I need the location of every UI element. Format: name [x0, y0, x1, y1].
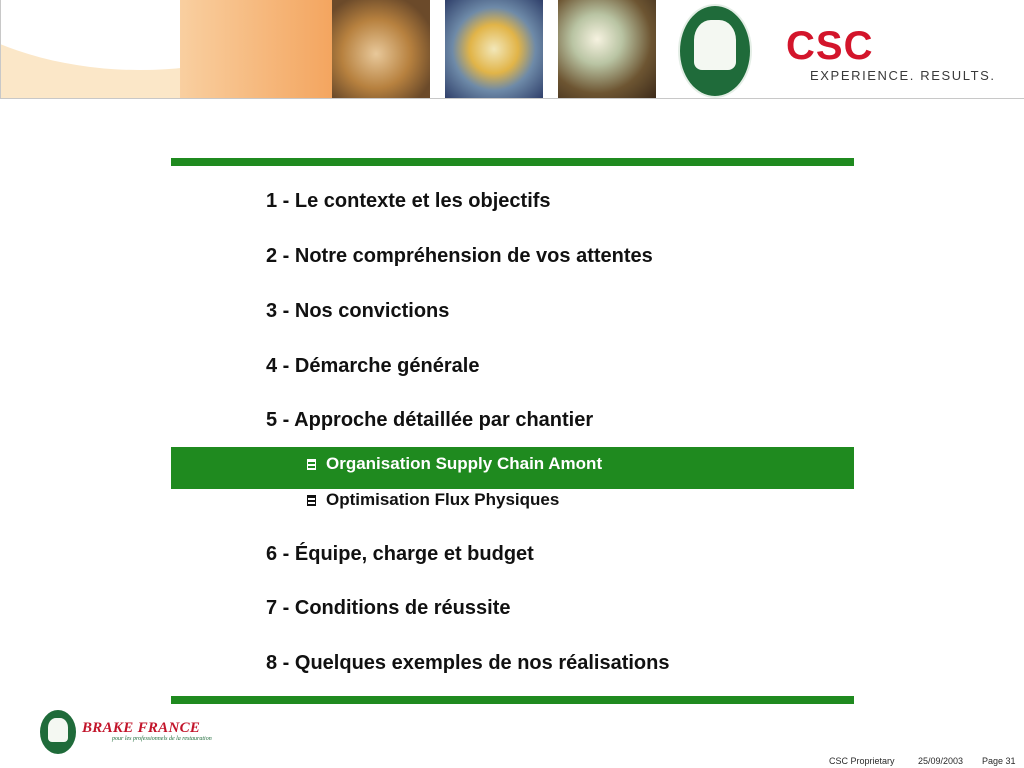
agenda-subitem-supply-chain — [307, 454, 602, 474]
header-divider — [0, 98, 1024, 99]
food-photo-3 — [558, 0, 656, 98]
agenda-item-2: 2 - Notre compréhension de vos attentes — [266, 245, 653, 267]
csc-tagline: EXPERIENCE. RESULTS. — [810, 68, 996, 83]
agenda-subitem-label: Organisation Supply Chain Amont — [326, 454, 603, 473]
agenda-top-bar — [171, 158, 854, 166]
agenda-item-5: 5 - Approche détaillée par chantier — [266, 409, 594, 431]
agenda-item-7: 7 - Conditions de réussite — [266, 597, 511, 619]
list-bullet-icon — [307, 459, 316, 470]
list-bullet-icon — [307, 495, 316, 506]
header-swoosh-decoration — [0, 0, 340, 98]
agenda-item-8: 8 - Quelques exemples de nos réalisations — [266, 652, 670, 674]
agenda-item-6: 6 - Équipe, charge et budget — [266, 543, 534, 565]
footer-proprietary: CSC Proprietary — [829, 756, 895, 766]
slide-header — [0, 0, 1024, 100]
csc-logo: CSC — [786, 24, 874, 68]
client-logo-tagline: pour les professionnels de la restauration — [112, 736, 212, 742]
food-photo-1 — [332, 0, 430, 98]
agenda-bottom-bar — [171, 696, 854, 704]
agenda-item-3: 3 - Nos convictions — [266, 300, 450, 322]
agenda-subitem-label: Optimisation Flux Physiques — [326, 490, 560, 509]
food-photo-2 — [445, 0, 543, 98]
chef-hat-icon — [678, 4, 752, 98]
agenda-item-4: 4 - Démarche générale — [266, 355, 480, 377]
footer-date: 25/09/2003 — [918, 756, 964, 766]
footer-page-number: Page 31 — [982, 756, 1016, 766]
chef-hat-icon — [40, 710, 76, 754]
agenda-subitem-flux — [307, 490, 559, 510]
agenda-item-1: 1 - Le contexte et les objectifs — [266, 190, 551, 212]
client-logo-name: BRAKE FRANCE — [82, 720, 201, 736]
header-left-border — [0, 0, 1, 99]
